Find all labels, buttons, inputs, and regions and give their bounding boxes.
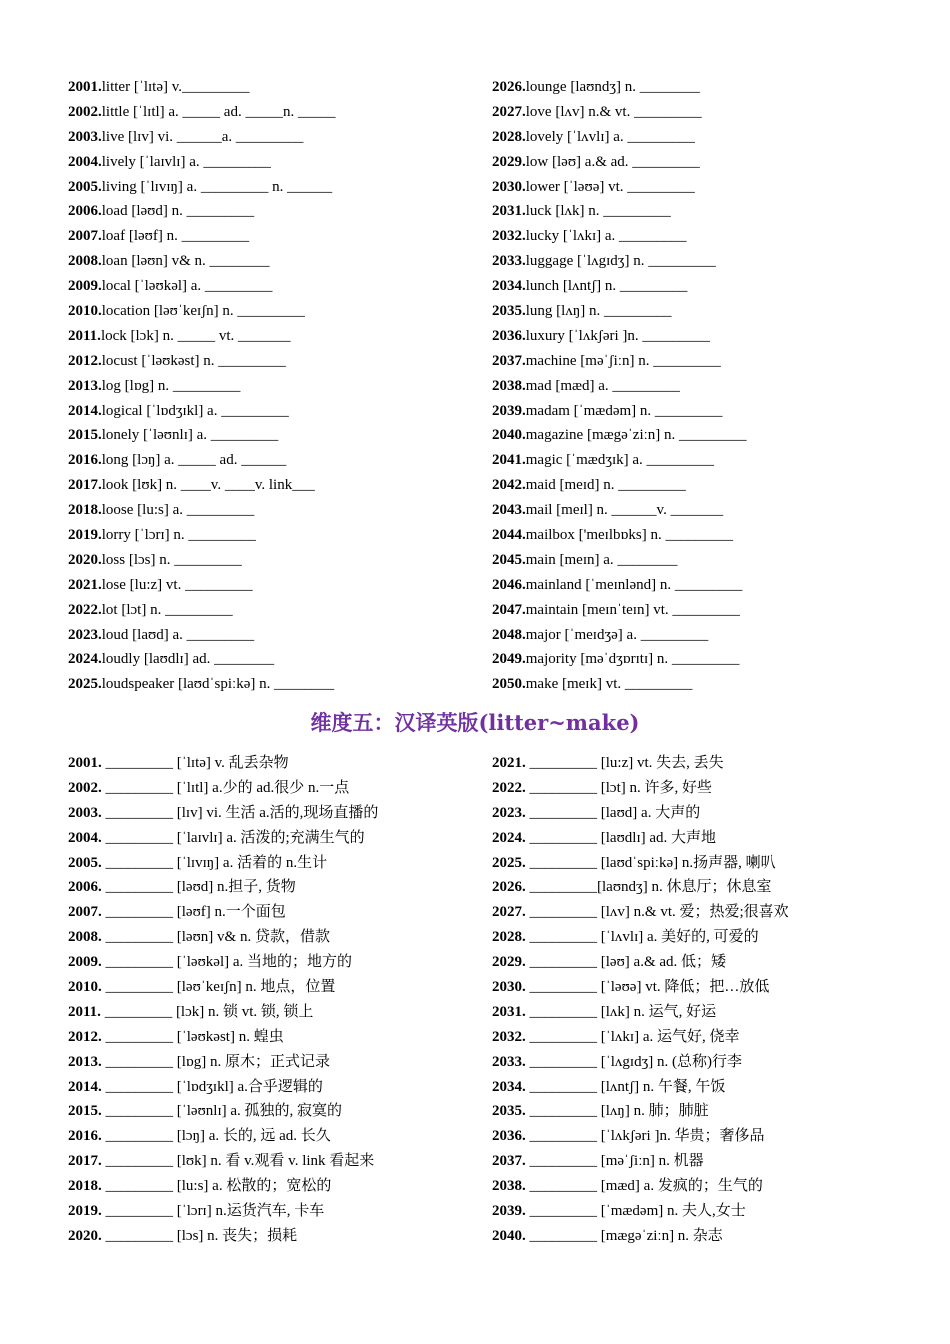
vocab-entry [492, 1149, 912, 1174]
entry-text: _________ [ˈlɪtl] a.少的 ad.很少 n.一点 [101, 779, 350, 796]
entry-number: 2019. [68, 527, 102, 544]
vocab-entry [68, 448, 488, 473]
vocab-entry [492, 776, 912, 801]
entry-text: majority [məˈdʒɒrɪtɪ] n. _________ [525, 651, 740, 668]
entry-number: 2001. [68, 755, 102, 771]
entry-number: 2001. [68, 79, 102, 95]
vocab-entry [492, 1124, 912, 1149]
vocab-entry [68, 150, 488, 175]
entry-number: 2046. [492, 576, 526, 593]
entry-number: 2020. [68, 551, 102, 568]
vocab-entry [68, 125, 488, 150]
vocab-entry [492, 1025, 912, 1050]
vocab-entry [68, 473, 488, 498]
vocab-entry [492, 1099, 912, 1124]
entry-text: log [lɒg] n. _________ [101, 377, 241, 394]
entry-number: 2014. [68, 402, 102, 419]
entry-text: _________ [mæd] a. 发疯的；生气的 [525, 1178, 763, 1195]
vocab-entry [492, 672, 912, 697]
entry-number: 2033. [492, 1053, 526, 1070]
entry-number: 2008. [68, 929, 102, 946]
vocab-entry [492, 199, 912, 224]
entry-text: _________ [mægəˈziːn] n. 杂志 [525, 1227, 723, 1244]
vocab-entry [68, 925, 488, 950]
vocab-entry [68, 324, 488, 349]
vocab-entry [492, 950, 912, 975]
entry-number: 2027. [492, 904, 526, 921]
vocab-entry [68, 1000, 488, 1025]
entry-text: live [lɪv] vi. ______a. _________ [101, 128, 304, 145]
vocab-entry [492, 826, 912, 851]
entry-number: 2016. [68, 452, 102, 469]
vocab-entry [492, 349, 912, 374]
vocab-entry [68, 900, 488, 925]
entry-number: 2013. [68, 377, 102, 394]
vocab-entry [492, 249, 912, 274]
entry-number: 2007. [68, 228, 102, 245]
entry-text: lung [lʌŋ] n. _________ [525, 303, 672, 320]
entry-text: loaf [ləʊf] n. _________ [101, 228, 250, 245]
vocab-entry [492, 548, 912, 573]
entry-number: 2031. [492, 1003, 526, 1020]
vocab-entry [492, 801, 912, 826]
vocab-entry [68, 548, 488, 573]
entry-text: mad [mæd] a. _________ [525, 377, 680, 394]
entry-text: madam [ˈmædəm] n. _________ [525, 402, 723, 419]
entry-text: locust [ˈləʊkəst] n. _________ [101, 352, 286, 369]
entry-number: 2021. [68, 576, 102, 593]
entry-number: 2029. [492, 954, 526, 971]
entry-text: magic [ˈmædʒɪk] a. _________ [525, 452, 715, 469]
vocab-entry [492, 573, 912, 598]
entry-number: 2022. [68, 601, 102, 618]
entry-number: 2034. [492, 1078, 526, 1095]
entry-text: _________ [lʌntʃ] n. 午餐, 午饭 [525, 1078, 726, 1095]
entry-number: 2039. [492, 1203, 526, 1220]
vocab-entry [68, 647, 488, 672]
entry-number: 2011. [68, 327, 101, 344]
entry-text: _________ [ˈləʊkəst] n. 蝗虫 [101, 1028, 284, 1045]
entry-text: _________ [ˈləʊə] vt. 降低；把…放低 [525, 979, 770, 996]
entry-text: lunch [lʌntʃ] n. _________ [525, 278, 688, 295]
vocab-entry [492, 224, 912, 249]
entry-text: load [ləʊd] n. _________ [101, 203, 255, 220]
vocab-entry [68, 573, 488, 598]
entry-number: 2032. [492, 228, 526, 245]
entry-number: 2005. [68, 854, 102, 871]
entry-text: magazine [mægəˈziːn] n. _________ [525, 427, 747, 444]
vocab-entry [68, 1050, 488, 1075]
entry-number: 2042. [492, 477, 526, 494]
entry-text: maid [meɪd] n. _________ [525, 477, 686, 494]
entry-text: local [ˈləʊkəl] a. _________ [101, 278, 273, 295]
entry-number: 2039. [492, 402, 526, 419]
vocab-entry [68, 1025, 488, 1050]
vocab-entry [68, 399, 488, 424]
entry-number: 2006. [68, 203, 102, 220]
entry-number: 2008. [68, 253, 102, 270]
entry-text: _________ [ˈlɪvɪŋ] a. 活着的 n.生计 [101, 854, 328, 871]
entry-text: low [ləʊ] a.& ad. _________ [525, 153, 700, 170]
entry-text: maintain [meɪnˈteɪn] vt. _________ [525, 601, 740, 618]
entry-text: _________ [ləʊf] n.一个面包 [101, 904, 286, 921]
entry-text: logical [ˈlɒdʒɪkl] a. _________ [101, 402, 289, 419]
vocab-entry [68, 801, 488, 826]
entry-number: 2037. [492, 1153, 526, 1170]
entry-number: 2009. [68, 278, 102, 295]
entry-number: 2020. [68, 1227, 102, 1244]
vocab-entry [492, 299, 912, 324]
vocab-entry [68, 423, 488, 448]
entry-number: 2036. [492, 1128, 526, 1145]
vocab-entry [492, 399, 912, 424]
vocab-entry [68, 175, 488, 200]
entry-number: 2028. [492, 929, 526, 946]
entry-text: _________ [ˈlʌvlɪ] a. 美好的, 可爱的 [525, 929, 759, 946]
entry-number: 2019. [68, 1203, 102, 1220]
entry-number: 2004. [68, 153, 102, 170]
entry-text: love [lʌv] n.& vt. _________ [525, 103, 702, 120]
section2-left-column [68, 751, 488, 1249]
entry-text: lounge [laʊndʒ] n. ________ [525, 79, 700, 95]
entry-text: _________ [lu:z] vt. 失去, 丢失 [525, 755, 724, 771]
entry-text: _________ [lʌk] n. 运气, 好运 [525, 1003, 717, 1020]
entry-text: long [lɔŋ] a. _____ ad. ______ [101, 452, 287, 469]
entry-text: location [ləʊˈkeɪʃn] n. _________ [101, 303, 305, 320]
vocab-entry [68, 598, 488, 623]
entry-text: _________ [ləʊd] n.担子, 货物 [101, 879, 296, 896]
vocab-entry [68, 851, 488, 876]
vocab-entry [492, 1224, 912, 1249]
entry-text: loose [lu:s] a. _________ [101, 502, 255, 519]
vocab-entry [492, 523, 912, 548]
entry-number: 2023. [68, 626, 102, 643]
vocab-entry [492, 175, 912, 200]
vocab-entry [68, 826, 488, 851]
entry-text: _________ [lɪv] vi. 生活 a.活的,现场直播的 [101, 804, 379, 821]
entry-number: 2027. [492, 103, 526, 120]
entry-number: 2012. [68, 1028, 102, 1045]
vocab-entry [492, 851, 912, 876]
entry-text: mailbox ['meɪlbɒks] n. _________ [525, 527, 733, 544]
vocab-entry [492, 1075, 912, 1100]
entry-number: 2041. [492, 452, 526, 469]
entry-text: _________ [ˈləʊkəl] a. 当地的；地方的 [101, 954, 353, 971]
entry-text: living [ˈlɪvɪŋ] a. _________ n. ______ [101, 178, 333, 195]
entry-text: machine [məˈʃiːn] n. _________ [525, 352, 721, 369]
vocab-entry [68, 672, 488, 697]
entry-text: _________ [lu:s] a. 松散的；宽松的 [101, 1178, 332, 1195]
entry-text: lucky [ˈlʌkɪ] a. _________ [525, 228, 687, 245]
vocab-entry [492, 647, 912, 672]
entry-number: 2004. [68, 829, 102, 846]
entry-number: 2026. [492, 879, 526, 896]
entry-number: 2031. [492, 203, 526, 220]
entry-text: _________ [ləʊn] v& n. 贷款，借款 [101, 929, 330, 946]
vocab-entry [68, 1099, 488, 1124]
entry-number: 2035. [492, 1103, 526, 1120]
entry-number: 2012. [68, 352, 102, 369]
vocab-entry [68, 1075, 488, 1100]
entry-text: _________ [ˈlʌgɪdʒ] n. (总称)行李 [525, 1053, 742, 1070]
entry-number: 2040. [492, 1227, 526, 1244]
entry-text: lovely [ˈlʌvlɪ] a. _________ [525, 128, 695, 145]
vocab-entry [68, 75, 488, 100]
entry-text: _________ [ˈmædəm] n. 夫人,女士 [525, 1203, 746, 1220]
entry-number: 2014. [68, 1078, 102, 1095]
entry-number: 2029. [492, 153, 526, 170]
entry-text: lonely [ˈləʊnlɪ] a. _________ [101, 427, 279, 444]
entry-text: look [lʊk] n. ____v. ____v. link___ [101, 477, 315, 494]
entry-number: 2006. [68, 879, 102, 896]
entry-number: 2025. [68, 676, 102, 693]
entry-number: 2038. [492, 1178, 526, 1195]
entry-text: _________ [ləʊˈkeɪʃn] n. 地点，位置 [101, 979, 336, 996]
vocab-entry [492, 448, 912, 473]
entry-number: 2013. [68, 1053, 102, 1070]
entry-number: 2038. [492, 377, 526, 394]
vocab-entry [492, 100, 912, 125]
entry-text: lock [lɔk] n. _____ vt. _______ [100, 327, 291, 344]
entry-text: loss [lɔs] n. _________ [101, 551, 242, 568]
vocab-entry [68, 498, 488, 523]
entry-number: 2040. [492, 427, 526, 444]
vocab-entry [492, 473, 912, 498]
entry-number: 2009. [68, 954, 102, 971]
vocab-entry [68, 374, 488, 399]
entry-text: luggage [ˈlʌgɪdʒ] n. _________ [525, 253, 716, 270]
vocab-entry [68, 950, 488, 975]
entry-text: lower [ˈləʊə] vt. _________ [525, 178, 695, 195]
entry-text: luck [lʌk] n. _________ [525, 203, 671, 220]
section2-right-column [492, 751, 912, 1249]
entry-text: loudly [laʊdlɪ] ad. ________ [101, 651, 275, 668]
entry-number: 2021. [492, 755, 526, 771]
vocab-entry [492, 875, 912, 900]
vocab-entry [68, 1149, 488, 1174]
entry-number: 2037. [492, 352, 526, 369]
vocab-entry [492, 75, 912, 100]
vocab-entry [68, 100, 488, 125]
entry-number: 2045. [492, 551, 526, 568]
entry-number: 2015. [68, 427, 102, 444]
entry-number: 2036. [492, 327, 526, 344]
vocab-entry [492, 925, 912, 950]
entry-text: lose [lu:z] vt. _________ [101, 576, 253, 593]
entry-number: 2035. [492, 303, 526, 320]
vocab-entry [68, 299, 488, 324]
vocab-entry [68, 224, 488, 249]
entry-number: 2018. [68, 502, 102, 519]
entry-number: 2007. [68, 904, 102, 921]
entry-number: 2016. [68, 1128, 102, 1145]
entry-text: _________ [lʊk] n. 看 v.观看 v. link 看起来 [101, 1153, 375, 1170]
entry-text: _________ [lɔs] n. 丧失；损耗 [101, 1227, 298, 1244]
entry-number: 2033. [492, 253, 526, 270]
vocab-entry [68, 1124, 488, 1149]
entry-number: 2018. [68, 1178, 102, 1195]
entry-text: _________[laʊndʒ] n. 休息厅；休息室 [525, 879, 772, 896]
vocab-entry [492, 150, 912, 175]
vocab-entry [492, 751, 912, 776]
vocab-entry [68, 875, 488, 900]
entry-number: 2002. [68, 779, 102, 796]
entry-number: 2011. [68, 1003, 101, 1020]
entry-number: 2030. [492, 178, 526, 195]
entry-text: _________ [lɔk] n. 锁 vt. 锁, 锁上 [100, 1003, 314, 1020]
entry-text: lively [ˈlaɪvlɪ] a. _________ [101, 153, 271, 170]
entry-number: 2034. [492, 278, 526, 295]
entry-number: 2049. [492, 651, 526, 668]
entry-text: _________ [lɔt] n. 许多, 好些 [525, 779, 712, 796]
vocab-entry [492, 423, 912, 448]
vocab-entry [492, 598, 912, 623]
entry-number: 2044. [492, 527, 526, 544]
section1-left-column [68, 75, 488, 697]
entry-number: 2050. [492, 676, 526, 693]
entry-number: 2010. [68, 979, 102, 996]
entry-text: _________ [laʊdlɪ] ad. 大声地 [525, 829, 717, 846]
vocab-entry [68, 1224, 488, 1249]
entry-number: 2005. [68, 178, 102, 195]
entry-text: _________ [laʊd] a. 大声的 [525, 804, 701, 821]
entry-text: _________ [ˈlʌkɪ] a. 运气好, 侥幸 [525, 1028, 740, 1045]
vocab-entry [68, 523, 488, 548]
entry-number: 2048. [492, 626, 526, 643]
entry-text: major [ˈmeɪdʒə] a. _________ [525, 626, 709, 643]
section1-right-column [492, 75, 912, 697]
vocab-entry [492, 1199, 912, 1224]
vocab-entry [492, 374, 912, 399]
entry-text: _________ [məˈʃiːn] n. 机器 [525, 1153, 704, 1170]
entry-text: _________ [ˈləʊnlɪ] a. 孤独的, 寂寞的 [101, 1103, 343, 1120]
entry-number: 2015. [68, 1103, 102, 1120]
entry-text: _________ [lʌv] n.& vt. 爱；热爱;很喜欢 [525, 904, 789, 921]
entry-number: 2003. [68, 128, 102, 145]
vocab-entry [68, 623, 488, 648]
entry-number: 2047. [492, 601, 526, 618]
entry-number: 2010. [68, 303, 102, 320]
entry-text: _________ [ˈlɔrɪ] n.运货汽车, 卡车 [101, 1203, 325, 1220]
vocab-entry [68, 274, 488, 299]
entry-text: _________ [ˈlɪtə] v. 乱丢杂物 [101, 755, 289, 771]
entry-text: _________ [lɔŋ] a. 长的, 远 ad. 长久 [101, 1128, 331, 1145]
entry-number: 2032. [492, 1028, 526, 1045]
vocab-entry [492, 1000, 912, 1025]
vocab-entry [68, 776, 488, 801]
entry-text: _________ [laʊdˈspiːkə] n.扬声器, 喇叭 [525, 854, 776, 871]
vocab-entry [492, 1050, 912, 1075]
vocab-entry [492, 975, 912, 1000]
entry-text: _________ [lɒg] n. 原木；正式记录 [101, 1053, 331, 1070]
entry-text: mainland [ˈmeɪnlənd] n. _________ [525, 576, 743, 593]
entry-text: _________ [ˈlɒdʒɪkl] a.合乎逻辑的 [101, 1078, 323, 1095]
entry-text: loud [laʊd] a. _________ [101, 626, 255, 643]
vocab-entry [68, 249, 488, 274]
vocab-entry [492, 324, 912, 349]
entry-number: 2030. [492, 979, 526, 996]
entry-text: _________ [ˈlʌkʃəri ]n. 华贵；奢侈品 [525, 1128, 765, 1145]
entry-text: _________ [ˈlaɪvlɪ] a. 活泼的;充满生气的 [101, 829, 365, 846]
entry-number: 2024. [492, 829, 526, 846]
vocab-entry [492, 623, 912, 648]
entry-text: lot [lɔt] n. _________ [101, 601, 233, 618]
vocab-entry [68, 199, 488, 224]
entry-text: _________ [ləʊ] a.& ad. 低；矮 [525, 954, 727, 971]
entry-number: 2028. [492, 128, 526, 145]
entry-number: 2003. [68, 804, 102, 821]
vocab-entry [68, 1199, 488, 1224]
entry-number: 2022. [492, 779, 526, 796]
vocab-entry [68, 349, 488, 374]
section2-title: 维度五：汉译英版(litter~make) [310, 710, 640, 735]
entry-number: 2043. [492, 502, 526, 519]
entry-number: 2024. [68, 651, 102, 668]
vocab-entry [68, 751, 488, 776]
entry-number: 2023. [492, 804, 526, 821]
entry-text: mail [meɪl] n. ______v. _______ [525, 502, 724, 519]
vocab-entry [492, 498, 912, 523]
entry-text: litter [ˈlɪtə] v._________ [101, 79, 250, 95]
entry-text: lorry [ˈlɔrɪ] n. _________ [101, 527, 256, 544]
entry-number: 2002. [68, 103, 102, 120]
entry-number: 2017. [68, 477, 102, 494]
vocab-entry [492, 274, 912, 299]
entry-text: little [ˈlɪtl] a. _____ ad. _____n. _____ [101, 103, 336, 120]
entry-text: main [meɪn] a. ________ [525, 551, 678, 568]
entry-text: loan [ləʊn] v& n. ________ [101, 253, 270, 270]
vocab-entry [492, 1174, 912, 1199]
vocab-entry [68, 975, 488, 1000]
entry-number: 2026. [492, 79, 526, 95]
entry-text: _________ [lʌŋ] n. 肺；肺脏 [525, 1103, 709, 1120]
entry-text: loudspeaker [laʊdˈspiːkə] n. ________ [101, 676, 335, 693]
entry-text: luxury [ˈlʌkʃəri ]n. _________ [525, 327, 710, 344]
vocab-entry [492, 125, 912, 150]
entry-number: 2017. [68, 1153, 102, 1170]
vocab-entry [492, 900, 912, 925]
entry-number: 2025. [492, 854, 526, 871]
vocab-entry [68, 1174, 488, 1199]
entry-text: make [meɪk] vt. _________ [525, 676, 693, 693]
